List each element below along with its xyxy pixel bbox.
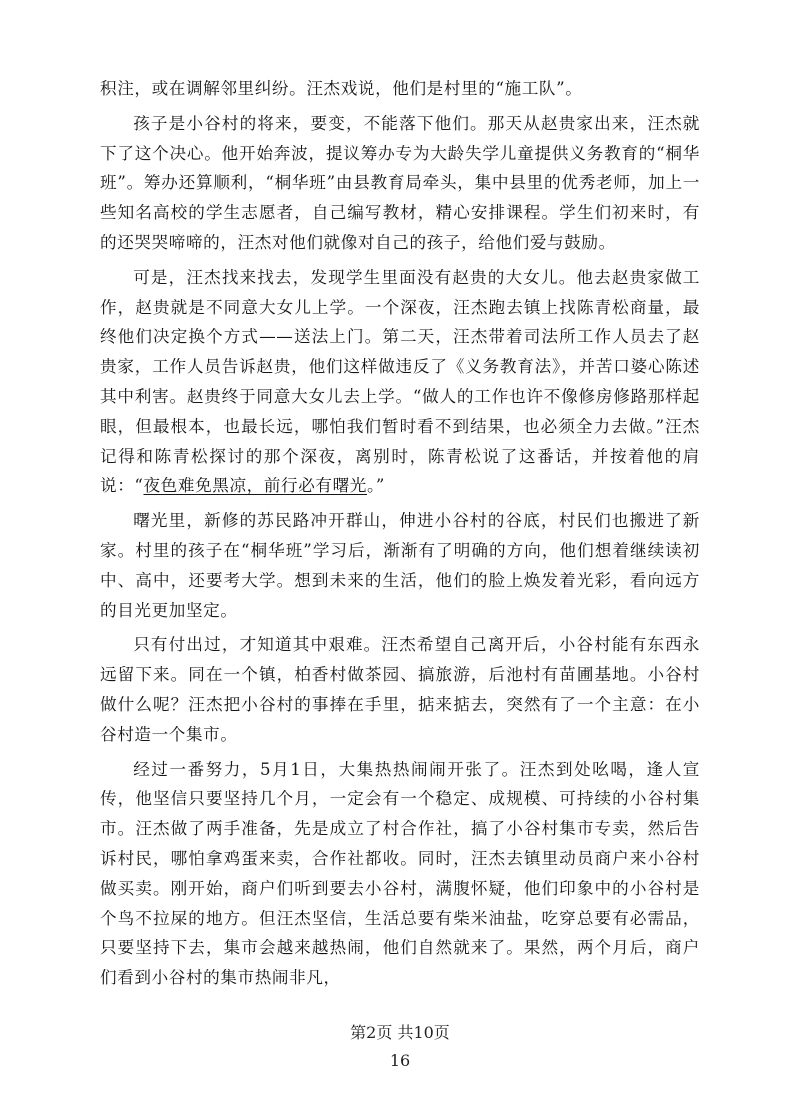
paragraph-3-text-after: 。” [367, 476, 385, 496]
paragraph-5: 只有付出过，才知道其中艰难。汪杰希望自己离开后，小谷村能有东西永远留下来。同在一个镇，柏香村做茶园、搞旅游，后池村有苗圃基地。小谷村做什么呢？汪杰把小谷村的事捧在手里，掂来掂去，突然有了一个主意：在小谷村造一个集市。 [100, 635, 700, 744]
paragraph-1: 积注，或在调解邻里纠纷。汪杰戏说，他们是村里的“施工队”。 [100, 79, 583, 98]
underlined-quote: 夜色难免黑凉，前行必有曙光 [143, 476, 368, 496]
paragraph-3-text-before: 可是，汪杰找来找去，发现学生里面没有赵贵的大女儿。他去赵贵家做工作，赵贵就是不同意大女儿上学。一个深夜，汪杰跑去镇上找陈青松商量，最终他们决定换个方式——送法上门。第二天，汪杰带着司法所工作人员去了赵贵家，工作人员告诉赵贵，他们这样做违反了《义务教育法》，并苦口婆心陈述其中利害。赵贵终于同意大女儿去上学。“做人的工作也许不像修房修路那样起眼，但最根本，也最长远，哪怕我们暂时看不到结果，也必须全力去做。”汪杰记得和陈青松探讨的那个深夜，离别时，陈青松说了这番话，并按着他的肩说：“ [100, 267, 700, 496]
page-indicator: 第2页 共10页 [350, 1023, 450, 1042]
paragraph-2: 孩子是小谷村的将来，要变，不能落下他们。那天从赵贵家出来，汪杰就下了这个决心。他开始奔波，提议筹办专为大龄失学儿童提供义务教育的“桐华班”。筹办还算顺利，“桐华班”由县教育局牵头，集中县里的优秀老师，加上一些知名高校的学生志愿者，自己编写教材，精心安排课程。学生们初来时，有的还哭哭啼啼的，汪杰对他们就像对自己的孩子，给他们爱与鼓励。 [100, 113, 700, 252]
article-body [100, 74, 700, 998]
paragraph-4: 曙光里，新修的苏民路冲开群山，伸进小谷村的谷底，村民们也搬进了新家。村里的孩子在“桐华班”学习后，渐渐有了明确的方向，他们想着继续读初中、高中，还要考大学。想到未来的生活，他们的脸上焕发着光彩，看向远方的目光更加坚定。 [100, 511, 700, 620]
paragraph-6: 经过一番努力，5月1日，大集热热闹闹开张了。汪杰到处吆喝，逢人宣传，他坚信只要坚持几个月，一定会有一个稳定、成规模、可持续的小谷村集市。汪杰做了两手准备，先是成立了村合作社，搞了小谷村集市专卖，然后告诉村民，哪怕拿鸡蛋来卖，合作社都收。同时，汪杰去镇里动员商户来小谷村做买卖。刚开始，商户们听到要去小谷村，满腹怀疑，他们印象中的小谷村是个鸟不拉屎的地方。但汪杰坚信，生活总要有柴米油盐，吃穿总要有必需品，只要坚持下去，集市会越来越热闹，他们自然就来了。果然，两个月后，商户们看到小谷村的集市热闹非凡， [100, 759, 700, 988]
page-number: 16 [389, 1051, 411, 1070]
paragraph-3 [100, 263, 700, 501]
